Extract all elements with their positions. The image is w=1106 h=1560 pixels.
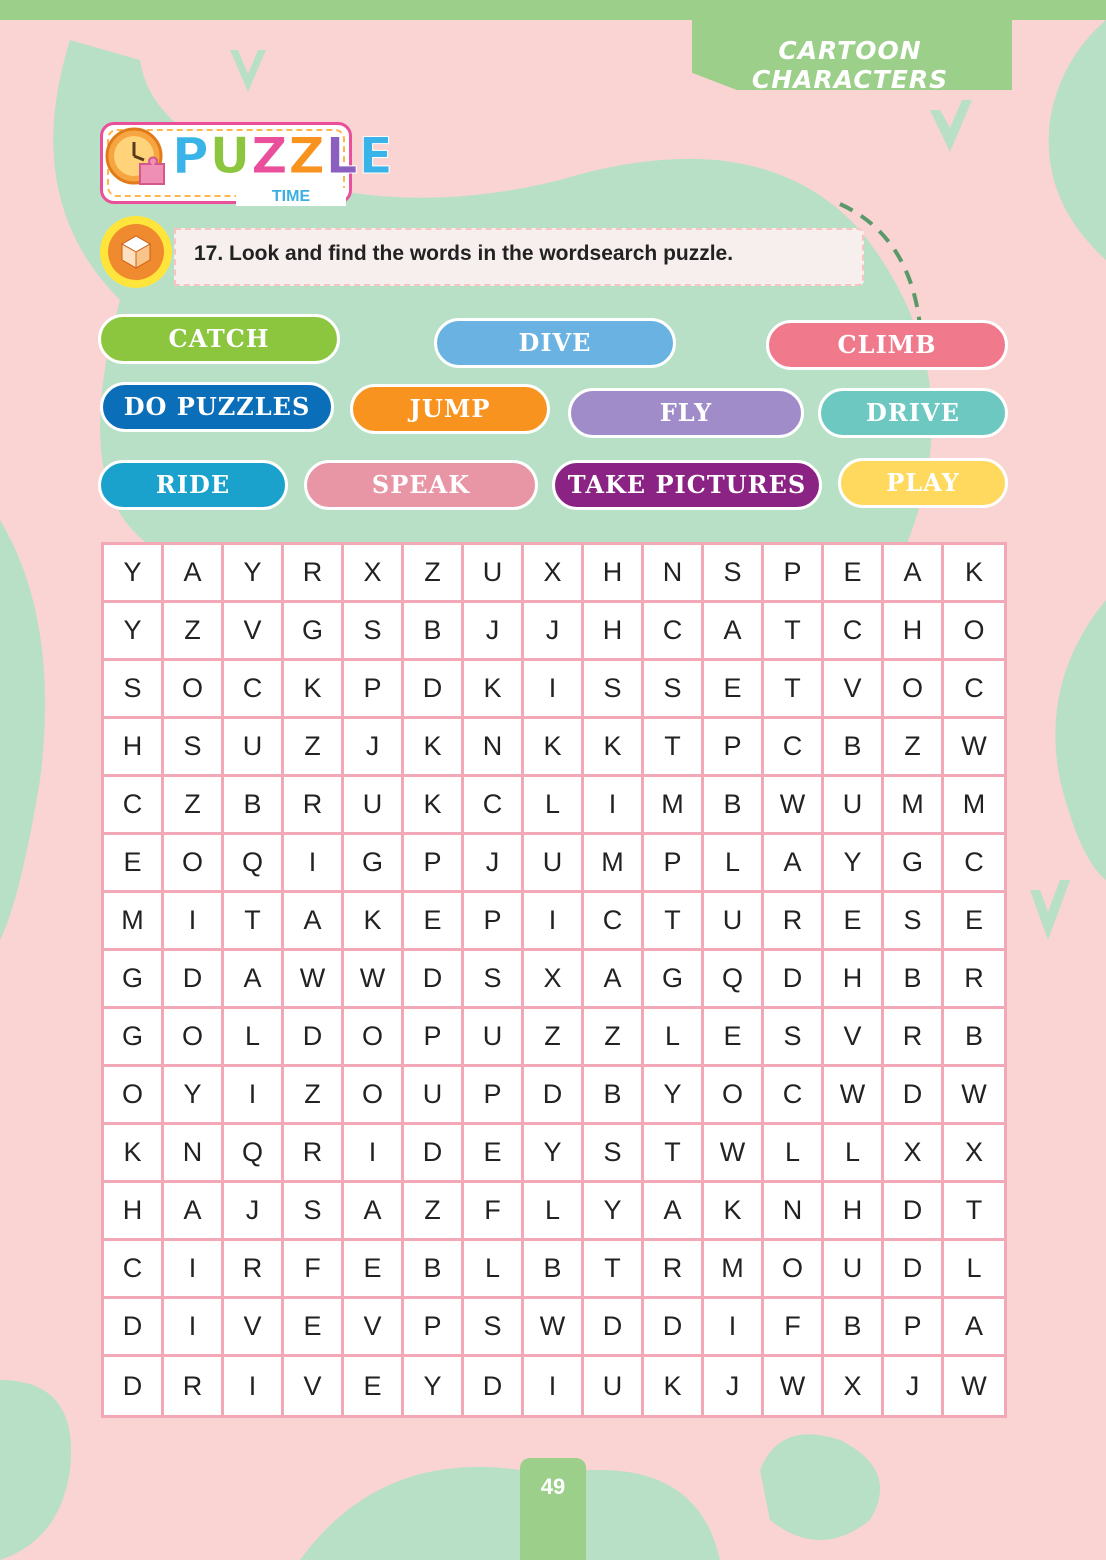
grid-cell[interactable]: O bbox=[104, 1067, 164, 1125]
grid-cell[interactable]: D bbox=[884, 1067, 944, 1125]
grid-cell[interactable]: S bbox=[584, 661, 644, 719]
grid-cell[interactable]: J bbox=[704, 1357, 764, 1415]
grid-cell[interactable]: S bbox=[764, 1009, 824, 1067]
grid-cell[interactable]: K bbox=[944, 545, 1004, 603]
grid-cell[interactable]: N bbox=[164, 1125, 224, 1183]
grid-cell[interactable]: L bbox=[704, 835, 764, 893]
top-strip bbox=[0, 0, 1106, 20]
grid-cell[interactable]: O bbox=[944, 603, 1004, 661]
grid-cell[interactable]: Z bbox=[284, 719, 344, 777]
grid-cell[interactable]: Y bbox=[644, 1067, 704, 1125]
grid-cell[interactable]: K bbox=[284, 661, 344, 719]
grid-cell[interactable]: O bbox=[164, 835, 224, 893]
grid-cell[interactable]: O bbox=[164, 1009, 224, 1067]
grid-cell[interactable]: Z bbox=[524, 1009, 584, 1067]
grid-cell[interactable]: A bbox=[344, 1183, 404, 1241]
grid-cell[interactable]: T bbox=[644, 1125, 704, 1183]
grid-cell[interactable]: C bbox=[224, 661, 284, 719]
grid-cell[interactable]: J bbox=[884, 1357, 944, 1415]
grid-cell[interactable]: U bbox=[464, 1009, 524, 1067]
grid-cell[interactable]: G bbox=[104, 951, 164, 1009]
grid-cell[interactable]: A bbox=[164, 1183, 224, 1241]
puzzle-letter: E bbox=[358, 127, 394, 185]
grid-cell[interactable]: C bbox=[644, 603, 704, 661]
grid-cell[interactable]: A bbox=[704, 603, 764, 661]
grid-cell[interactable]: K bbox=[524, 719, 584, 777]
grid-cell[interactable]: B bbox=[584, 1067, 644, 1125]
grid-cell[interactable]: R bbox=[764, 893, 824, 951]
grid-cell[interactable]: Y bbox=[104, 545, 164, 603]
grid-cell[interactable]: Y bbox=[404, 1357, 464, 1415]
grid-cell[interactable]: X bbox=[944, 1125, 1004, 1183]
grid-cell[interactable]: D bbox=[404, 1125, 464, 1183]
grid-cell[interactable]: W bbox=[961, 1370, 987, 1401]
grid-cell[interactable]: T bbox=[764, 603, 824, 661]
grid-cell[interactable]: A bbox=[284, 893, 344, 951]
grid-cell[interactable]: Y bbox=[224, 545, 284, 603]
grid-cell[interactable]: U bbox=[824, 1241, 884, 1299]
grid-cell[interactable]: B bbox=[404, 603, 464, 661]
grid-cell[interactable]: B bbox=[224, 777, 284, 835]
grid-cell[interactable]: H bbox=[584, 545, 644, 603]
grid-cell[interactable]: D bbox=[104, 1299, 164, 1357]
grid-cell[interactable]: P bbox=[464, 1067, 524, 1125]
grid-cell[interactable]: M bbox=[644, 777, 704, 835]
grid-cell[interactable]: E bbox=[944, 893, 1004, 951]
puzzle-letter: P bbox=[172, 127, 210, 185]
grid-cell[interactable]: M bbox=[104, 893, 164, 951]
grid-cell[interactable]: P bbox=[704, 719, 764, 777]
grid-cell[interactable]: T bbox=[644, 893, 704, 951]
grid-cell[interactable]: N bbox=[644, 545, 704, 603]
grid-cell[interactable]: X bbox=[524, 951, 584, 1009]
grid-cell[interactable]: B bbox=[944, 1009, 1004, 1067]
grid-cell[interactable]: J bbox=[344, 719, 404, 777]
word-pill-ride: RIDE bbox=[98, 460, 288, 510]
grid-cell[interactable]: W bbox=[704, 1125, 764, 1183]
grid-cell[interactable]: W bbox=[824, 1067, 884, 1125]
grid-cell[interactable]: E bbox=[824, 545, 884, 603]
grid-cell[interactable]: D bbox=[404, 951, 464, 1009]
grid-cell[interactable]: E bbox=[344, 1357, 404, 1415]
grid-cell[interactable]: V bbox=[284, 1357, 344, 1415]
grid-cell[interactable]: W bbox=[764, 777, 824, 835]
grid-cell[interactable]: E bbox=[704, 661, 764, 719]
grid-cell[interactable]: R bbox=[644, 1241, 704, 1299]
word-pill-take-pictures: TAKE PICTURES bbox=[552, 460, 822, 510]
grid-cell[interactable]: D bbox=[584, 1299, 644, 1357]
grid-cell[interactable]: I bbox=[524, 893, 584, 951]
word-pill-fly: FLY bbox=[568, 388, 804, 438]
grid-cell[interactable]: F bbox=[764, 1299, 824, 1357]
grid-cell[interactable]: S bbox=[464, 1299, 524, 1357]
grid-cell[interactable]: X bbox=[824, 1357, 884, 1415]
grid-cell[interactable]: B bbox=[524, 1241, 584, 1299]
grid-cell[interactable]: S bbox=[284, 1183, 344, 1241]
word-pill-speak: SPEAK bbox=[304, 460, 538, 510]
grid-cell[interactable]: E bbox=[344, 1241, 404, 1299]
grid-cell[interactable]: G bbox=[884, 835, 944, 893]
grid-cell[interactable]: Y bbox=[104, 603, 164, 661]
word-pill-do-puzzles: DO PUZZLES bbox=[100, 382, 334, 432]
grid-cell[interactable]: O bbox=[704, 1067, 764, 1125]
grid-cell[interactable]: I bbox=[224, 1357, 284, 1415]
grid-cell[interactable]: K bbox=[584, 719, 644, 777]
grid-cell[interactable]: C bbox=[464, 777, 524, 835]
grid-cell[interactable]: Z bbox=[164, 603, 224, 661]
grid-cell[interactable]: X bbox=[524, 545, 584, 603]
grid-cell[interactable]: Y bbox=[164, 1067, 224, 1125]
word-pill-play: PLAY bbox=[838, 458, 1008, 508]
grid-cell[interactable]: L bbox=[224, 1009, 284, 1067]
grid-cell[interactable]: L bbox=[524, 1183, 584, 1241]
grid-cell[interactable]: F bbox=[284, 1241, 344, 1299]
grid-cell[interactable]: A bbox=[644, 1183, 704, 1241]
grid-cell[interactable]: M bbox=[944, 777, 1004, 835]
puzzle-letter: U bbox=[209, 127, 252, 185]
grid-cell[interactable]: P bbox=[404, 1299, 464, 1357]
puzzle-title bbox=[172, 128, 394, 184]
grid-cell[interactable]: O bbox=[344, 1067, 404, 1125]
grid-cell[interactable]: H bbox=[584, 603, 644, 661]
grid-cell[interactable]: S bbox=[104, 661, 164, 719]
grid-cell[interactable]: T bbox=[224, 893, 284, 951]
grid-cell[interactable]: R bbox=[944, 951, 1004, 1009]
grid-cell[interactable]: C bbox=[584, 893, 644, 951]
grid-cell[interactable]: R bbox=[284, 777, 344, 835]
grid-cell[interactable]: J bbox=[524, 603, 584, 661]
word-pill-dive: DIVE bbox=[434, 318, 676, 368]
grid-cell[interactable]: Z bbox=[584, 1009, 644, 1067]
grid-cell[interactable]: L bbox=[824, 1125, 884, 1183]
grid-cell[interactable]: W bbox=[284, 951, 344, 1009]
grid-cell[interactable]: S bbox=[164, 719, 224, 777]
grid-cell[interactable]: W bbox=[524, 1299, 584, 1357]
grid-cell[interactable]: L bbox=[644, 1009, 704, 1067]
grid-cell[interactable]: V bbox=[824, 661, 884, 719]
grid-cell[interactable]: E bbox=[824, 893, 884, 951]
grid-cell[interactable]: H bbox=[884, 603, 944, 661]
grid-cell[interactable]: G bbox=[284, 603, 344, 661]
grid-cell[interactable]: H bbox=[824, 951, 884, 1009]
grid-cell[interactable]: T bbox=[584, 1241, 644, 1299]
grid-cell[interactable]: M bbox=[704, 1241, 764, 1299]
cube-puzzle-icon bbox=[108, 224, 164, 280]
grid-cell[interactable]: O bbox=[164, 661, 224, 719]
grid-cell[interactable]: D bbox=[164, 951, 224, 1009]
page-number: 49 bbox=[540, 1474, 566, 1499]
grid-cell[interactable]: H bbox=[104, 1183, 164, 1241]
section-title: CARTOON CHARACTERS bbox=[751, 36, 949, 94]
grid-cell[interactable]: Q bbox=[704, 951, 764, 1009]
grid-cell[interactable]: V bbox=[344, 1299, 404, 1357]
grid-cell[interactable]: L bbox=[944, 1241, 1004, 1299]
grid-cell[interactable]: C bbox=[104, 1241, 164, 1299]
grid-cell[interactable]: R bbox=[164, 1357, 224, 1415]
grid-cell[interactable]: C bbox=[944, 835, 1004, 893]
grid-cell[interactable]: Z bbox=[284, 1067, 344, 1125]
grid-cell[interactable]: N bbox=[464, 719, 524, 777]
grid-cell[interactable]: O bbox=[764, 1241, 824, 1299]
grid-cell[interactable]: D bbox=[404, 661, 464, 719]
grid-cell[interactable]: T bbox=[944, 1183, 1004, 1241]
grid-cell[interactable]: B bbox=[824, 719, 884, 777]
grid-cell[interactable]: X bbox=[884, 1125, 944, 1183]
grid-cell[interactable]: A bbox=[224, 951, 284, 1009]
grid-cell[interactable]: J bbox=[464, 603, 524, 661]
grid-cell[interactable]: Y bbox=[584, 1183, 644, 1241]
grid-cell[interactable]: C bbox=[824, 603, 884, 661]
grid-cell[interactable]: K bbox=[104, 1125, 164, 1183]
grid-cell[interactable]: V bbox=[824, 1009, 884, 1067]
grid-cell[interactable]: E bbox=[704, 1009, 764, 1067]
grid-cell[interactable]: E bbox=[404, 893, 464, 951]
grid-cell[interactable]: P bbox=[644, 835, 704, 893]
grid-cell[interactable]: A bbox=[764, 835, 824, 893]
grid-cell[interactable]: K bbox=[404, 777, 464, 835]
puzzle-letter: Z bbox=[251, 127, 289, 185]
grid-cell[interactable]: D bbox=[104, 1357, 164, 1415]
grid-cell[interactable]: G bbox=[104, 1009, 164, 1067]
wordsearch-grid bbox=[101, 542, 1007, 1418]
grid-cell[interactable]: K bbox=[344, 893, 404, 951]
grid-cell[interactable]: I bbox=[164, 893, 224, 951]
grid-cell[interactable]: F bbox=[464, 1183, 524, 1241]
grid-cell[interactable]: S bbox=[704, 545, 764, 603]
grid-cell[interactable]: D bbox=[284, 1009, 344, 1067]
word-pill-drive: DRIVE bbox=[818, 388, 1008, 438]
grid-cell[interactable]: A bbox=[944, 1299, 1004, 1357]
grid-cell[interactable]: A bbox=[584, 951, 644, 1009]
grid-cell[interactable]: D bbox=[884, 1241, 944, 1299]
grid-cell[interactable]: S bbox=[584, 1125, 644, 1183]
dashed-curve-decoration bbox=[830, 196, 940, 336]
grid-cell[interactable]: U bbox=[404, 1067, 464, 1125]
grid-cell[interactable]: G bbox=[644, 951, 704, 1009]
grid-cell[interactable]: I bbox=[524, 661, 584, 719]
grid-cell[interactable]: M bbox=[584, 835, 644, 893]
grid-cell[interactable]: W bbox=[764, 1357, 824, 1415]
grid-cell[interactable]: X bbox=[344, 545, 404, 603]
grid-cell[interactable]: S bbox=[344, 603, 404, 661]
grid-cell[interactable]: E bbox=[104, 835, 164, 893]
grid-cell[interactable]: H bbox=[104, 719, 164, 777]
grid-cell[interactable]: D bbox=[764, 951, 824, 1009]
grid-cell[interactable]: N bbox=[764, 1183, 824, 1241]
grid-cell[interactable]: M bbox=[884, 777, 944, 835]
grid-cell[interactable]: L bbox=[464, 1241, 524, 1299]
grid-cell[interactable]: Y bbox=[524, 1125, 584, 1183]
grid-cell[interactable]: B bbox=[824, 1299, 884, 1357]
grid-cell[interactable]: R bbox=[224, 1241, 284, 1299]
grid-cell[interactable]: D bbox=[464, 1357, 524, 1415]
grid-cell[interactable]: C bbox=[104, 777, 164, 835]
grid-cell[interactable]: P bbox=[884, 1299, 944, 1357]
grid-cell[interactable]: T bbox=[644, 719, 704, 777]
grid-cell[interactable]: P bbox=[404, 835, 464, 893]
grid-cell[interactable]: S bbox=[884, 893, 944, 951]
word-pill-climb: CLIMB bbox=[766, 320, 1008, 370]
grid-cell[interactable]: I bbox=[344, 1125, 404, 1183]
clock-puzzle-icon bbox=[104, 124, 168, 188]
grid-cell[interactable]: Z bbox=[404, 1183, 464, 1241]
grid-cell[interactable]: O bbox=[344, 1009, 404, 1067]
grid-cell[interactable]: U bbox=[704, 893, 764, 951]
grid-cell[interactable]: U bbox=[464, 545, 524, 603]
grid-cell[interactable]: W bbox=[344, 951, 404, 1009]
grid-cell[interactable]: U bbox=[224, 719, 284, 777]
grid-cell[interactable]: Q bbox=[224, 1125, 284, 1183]
word-pill-jump: JUMP bbox=[350, 384, 550, 434]
grid-cell[interactable]: Q bbox=[224, 835, 284, 893]
grid-cell[interactable]: S bbox=[464, 951, 524, 1009]
grid-cell[interactable]: Z bbox=[164, 777, 224, 835]
grid-cell[interactable]: A bbox=[164, 545, 224, 603]
grid-cell[interactable]: K bbox=[644, 1357, 704, 1415]
grid-cell[interactable]: J bbox=[464, 835, 524, 893]
grid-cell[interactable]: I bbox=[704, 1299, 764, 1357]
puzzle-letter: L bbox=[325, 127, 359, 185]
grid-cell[interactable]: P bbox=[464, 893, 524, 951]
grid-cell[interactable]: A bbox=[884, 545, 944, 603]
grid-cell[interactable]: B bbox=[704, 777, 764, 835]
grid-cell[interactable]: U bbox=[524, 835, 584, 893]
grid-cell[interactable]: K bbox=[464, 661, 524, 719]
grid-cell[interactable]: C bbox=[944, 661, 1004, 719]
grid-cell[interactable]: K bbox=[404, 719, 464, 777]
grid-cell[interactable]: D bbox=[644, 1299, 704, 1357]
grid-cell[interactable]: D bbox=[524, 1067, 584, 1125]
grid-cell[interactable]: I bbox=[524, 1357, 584, 1415]
grid-cell[interactable]: P bbox=[344, 661, 404, 719]
grid-cell[interactable]: Z bbox=[404, 545, 464, 603]
grid-cell[interactable]: Z bbox=[884, 719, 944, 777]
grid-cell[interactable]: U bbox=[824, 777, 884, 835]
grid-cell[interactable]: V bbox=[224, 1299, 284, 1357]
grid-cell[interactable]: L bbox=[764, 1125, 824, 1183]
grid-cell[interactable]: G bbox=[344, 835, 404, 893]
grid-cell[interactable]: I bbox=[164, 1299, 224, 1357]
grid-cell[interactable]: K bbox=[704, 1183, 764, 1241]
grid-cell[interactable]: P bbox=[764, 545, 824, 603]
time-label: TIME bbox=[236, 188, 346, 206]
grid-cell[interactable]: O bbox=[884, 661, 944, 719]
grid-cell[interactable]: S bbox=[644, 661, 704, 719]
word-pill-catch: CATCH bbox=[98, 314, 340, 364]
grid-cell[interactable]: W bbox=[944, 719, 1004, 777]
grid-cell[interactable]: D bbox=[884, 1183, 944, 1241]
grid-cell[interactable]: W bbox=[944, 1067, 1004, 1125]
grid-cell[interactable]: I bbox=[584, 777, 644, 835]
grid-cell[interactable]: R bbox=[284, 545, 344, 603]
grid-cell[interactable]: P bbox=[404, 1009, 464, 1067]
grid-cell[interactable]: C bbox=[764, 1067, 824, 1125]
grid-cell[interactable]: B bbox=[884, 951, 944, 1009]
grid-cell[interactable]: I bbox=[284, 835, 344, 893]
instruction-text: 17. Look and find the words in the wordsearch puzzle. bbox=[194, 242, 734, 265]
puzzle-letter: Z bbox=[288, 127, 326, 185]
grid-cell[interactable]: E bbox=[284, 1299, 344, 1357]
grid-cell[interactable]: C bbox=[764, 719, 824, 777]
grid-cell[interactable]: J bbox=[224, 1183, 284, 1241]
grid-cell[interactable]: U bbox=[344, 777, 404, 835]
grid-cell[interactable]: T bbox=[764, 661, 824, 719]
grid-cell[interactable]: I bbox=[224, 1067, 284, 1125]
grid-cell[interactable]: H bbox=[824, 1183, 884, 1241]
grid-cell[interactable]: I bbox=[164, 1241, 224, 1299]
grid-cell[interactable]: R bbox=[884, 1009, 944, 1067]
grid-cell[interactable]: V bbox=[224, 603, 284, 661]
grid-cell[interactable]: R bbox=[284, 1125, 344, 1183]
grid-cell[interactable]: Y bbox=[824, 835, 884, 893]
grid-cell[interactable]: L bbox=[524, 777, 584, 835]
grid-cell[interactable]: E bbox=[464, 1125, 524, 1183]
grid-cell[interactable]: B bbox=[404, 1241, 464, 1299]
grid-cell[interactable]: U bbox=[584, 1357, 644, 1415]
